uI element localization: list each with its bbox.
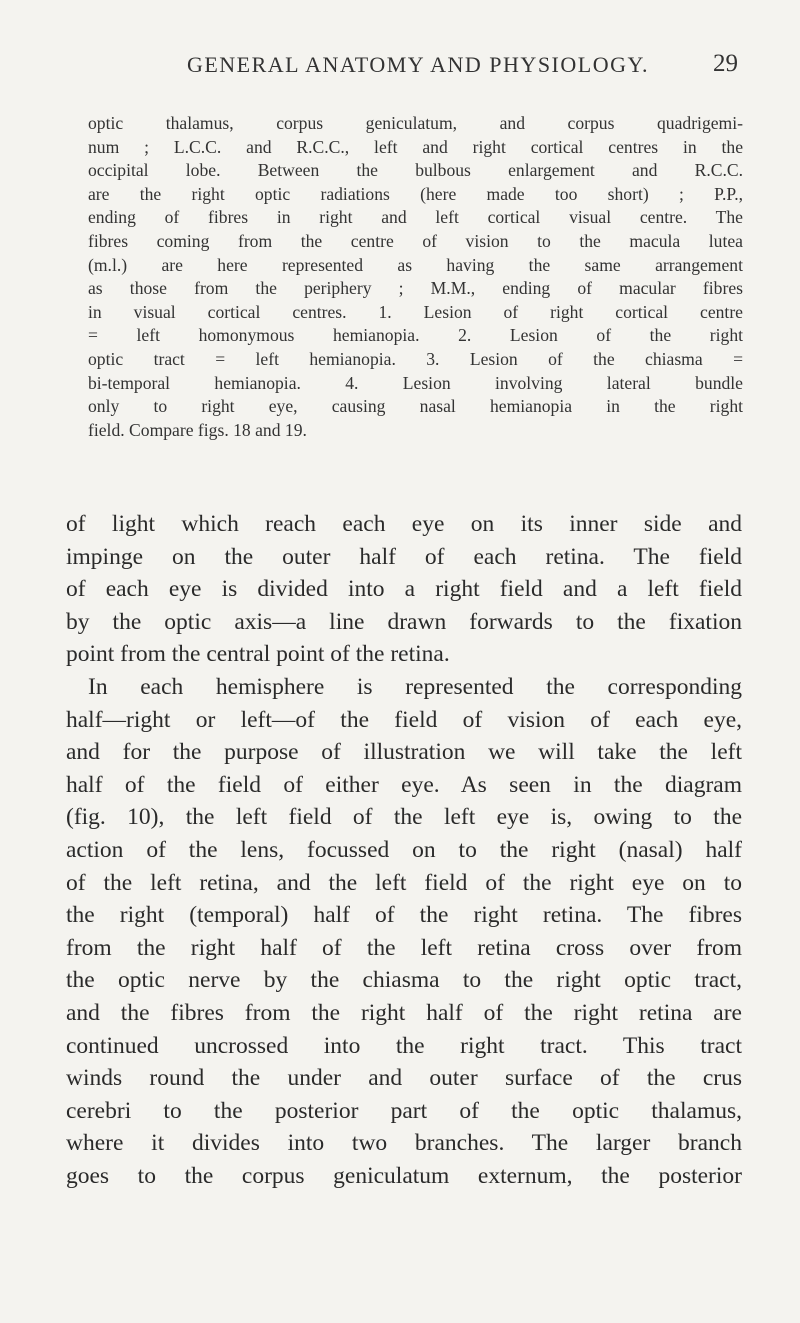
body-line: cerebri to the posterior part of the optic thalamus, [66,1097,742,1124]
body-line: impinge on the outer half of each retina. The field [66,543,742,570]
body-line: continued uncrossed into the right tract. This tract [66,1032,742,1059]
caption-line: = left homonymous hemianopia. 2. Lesion of the right [88,325,743,346]
body-line: the right (temporal) half of the right retina. The fibres [66,902,742,929]
body-line: of light which reach each eye on its inner side and [66,511,742,537]
body-line: and the fibres from the right half of the right retina are [66,999,742,1026]
caption-line: optic tract = left hemianopia. 3. Lesion of the chiasma = [88,348,743,369]
body-line: and for the purpose of illustration we will take the left [66,739,742,766]
body-line: winds round the under and outer surface of the crus [66,1065,742,1092]
caption-line: bi-temporal hemianopia. 4. Lesion involving lateral bundle [88,372,743,393]
caption-line: in visual cortical centres. 1. Lesion of right cortical centre [88,301,743,322]
caption-line: as those from the periphery ; M.M., ending of macular fibres [88,278,743,299]
body-line: half—right or left—of the field of vision of each eye, [66,706,742,733]
body-line: of the left retina, and the left field of the right eye on to [66,869,742,896]
page-number: 29 [713,50,738,77]
body-line: by the optic axis—a line drawn forwards to the fixation [66,608,742,635]
caption-line: only to right eye, causing nasal hemianopia in the right [88,396,743,417]
body-line: point from the central point of the retina. [66,641,450,668]
caption-line: num ; L.C.C. and R.C.C., left and right cortical centres in the [88,136,743,157]
body-line: goes to the corpus geniculatum externum, the posterior [66,1162,742,1189]
caption-line: (m.l.) are here represented as having the same arrangement [88,254,743,275]
caption-line: field. Compare figs. 18 and 19. [88,419,307,440]
body-text [66,508,742,1192]
body-line: (fig. 10), the left field of the left eye is, owing to the [66,804,742,831]
caption-line: occipital lobe. Between the bulbous enlargement and R.C.C. [88,160,743,181]
body-line: half of the field of either eye. As seen in the diagram [66,771,742,798]
running-head [88,52,748,88]
figure-caption [88,112,743,442]
caption-line: ending of fibres in right and left cortical visual centre. The [88,207,743,228]
body-line: of each eye is divided into a right field and a left field [66,576,742,603]
body-line: the optic nerve by the chiasma to the right optic tract, [66,967,742,994]
caption-line: fibres coming from the centre of vision to the macula lutea [88,230,743,251]
body-line: In each hemisphere is represented the corresponding [88,673,742,700]
body-line: from the right half of the left retina cross over from [66,934,742,961]
running-title: GENERAL ANATOMY AND PHYSIOLOGY. [186,52,650,77]
body-line: action of the lens, focussed on to the right (nasal) half [66,836,742,863]
caption-line: are the right optic radiations (here made too short) ; P.P., [88,183,743,204]
caption-line: optic thalamus, corpus geniculatum, and corpus quadrigemi- [88,113,743,133]
body-line: where it divides into two branches. The larger branch [66,1130,742,1157]
